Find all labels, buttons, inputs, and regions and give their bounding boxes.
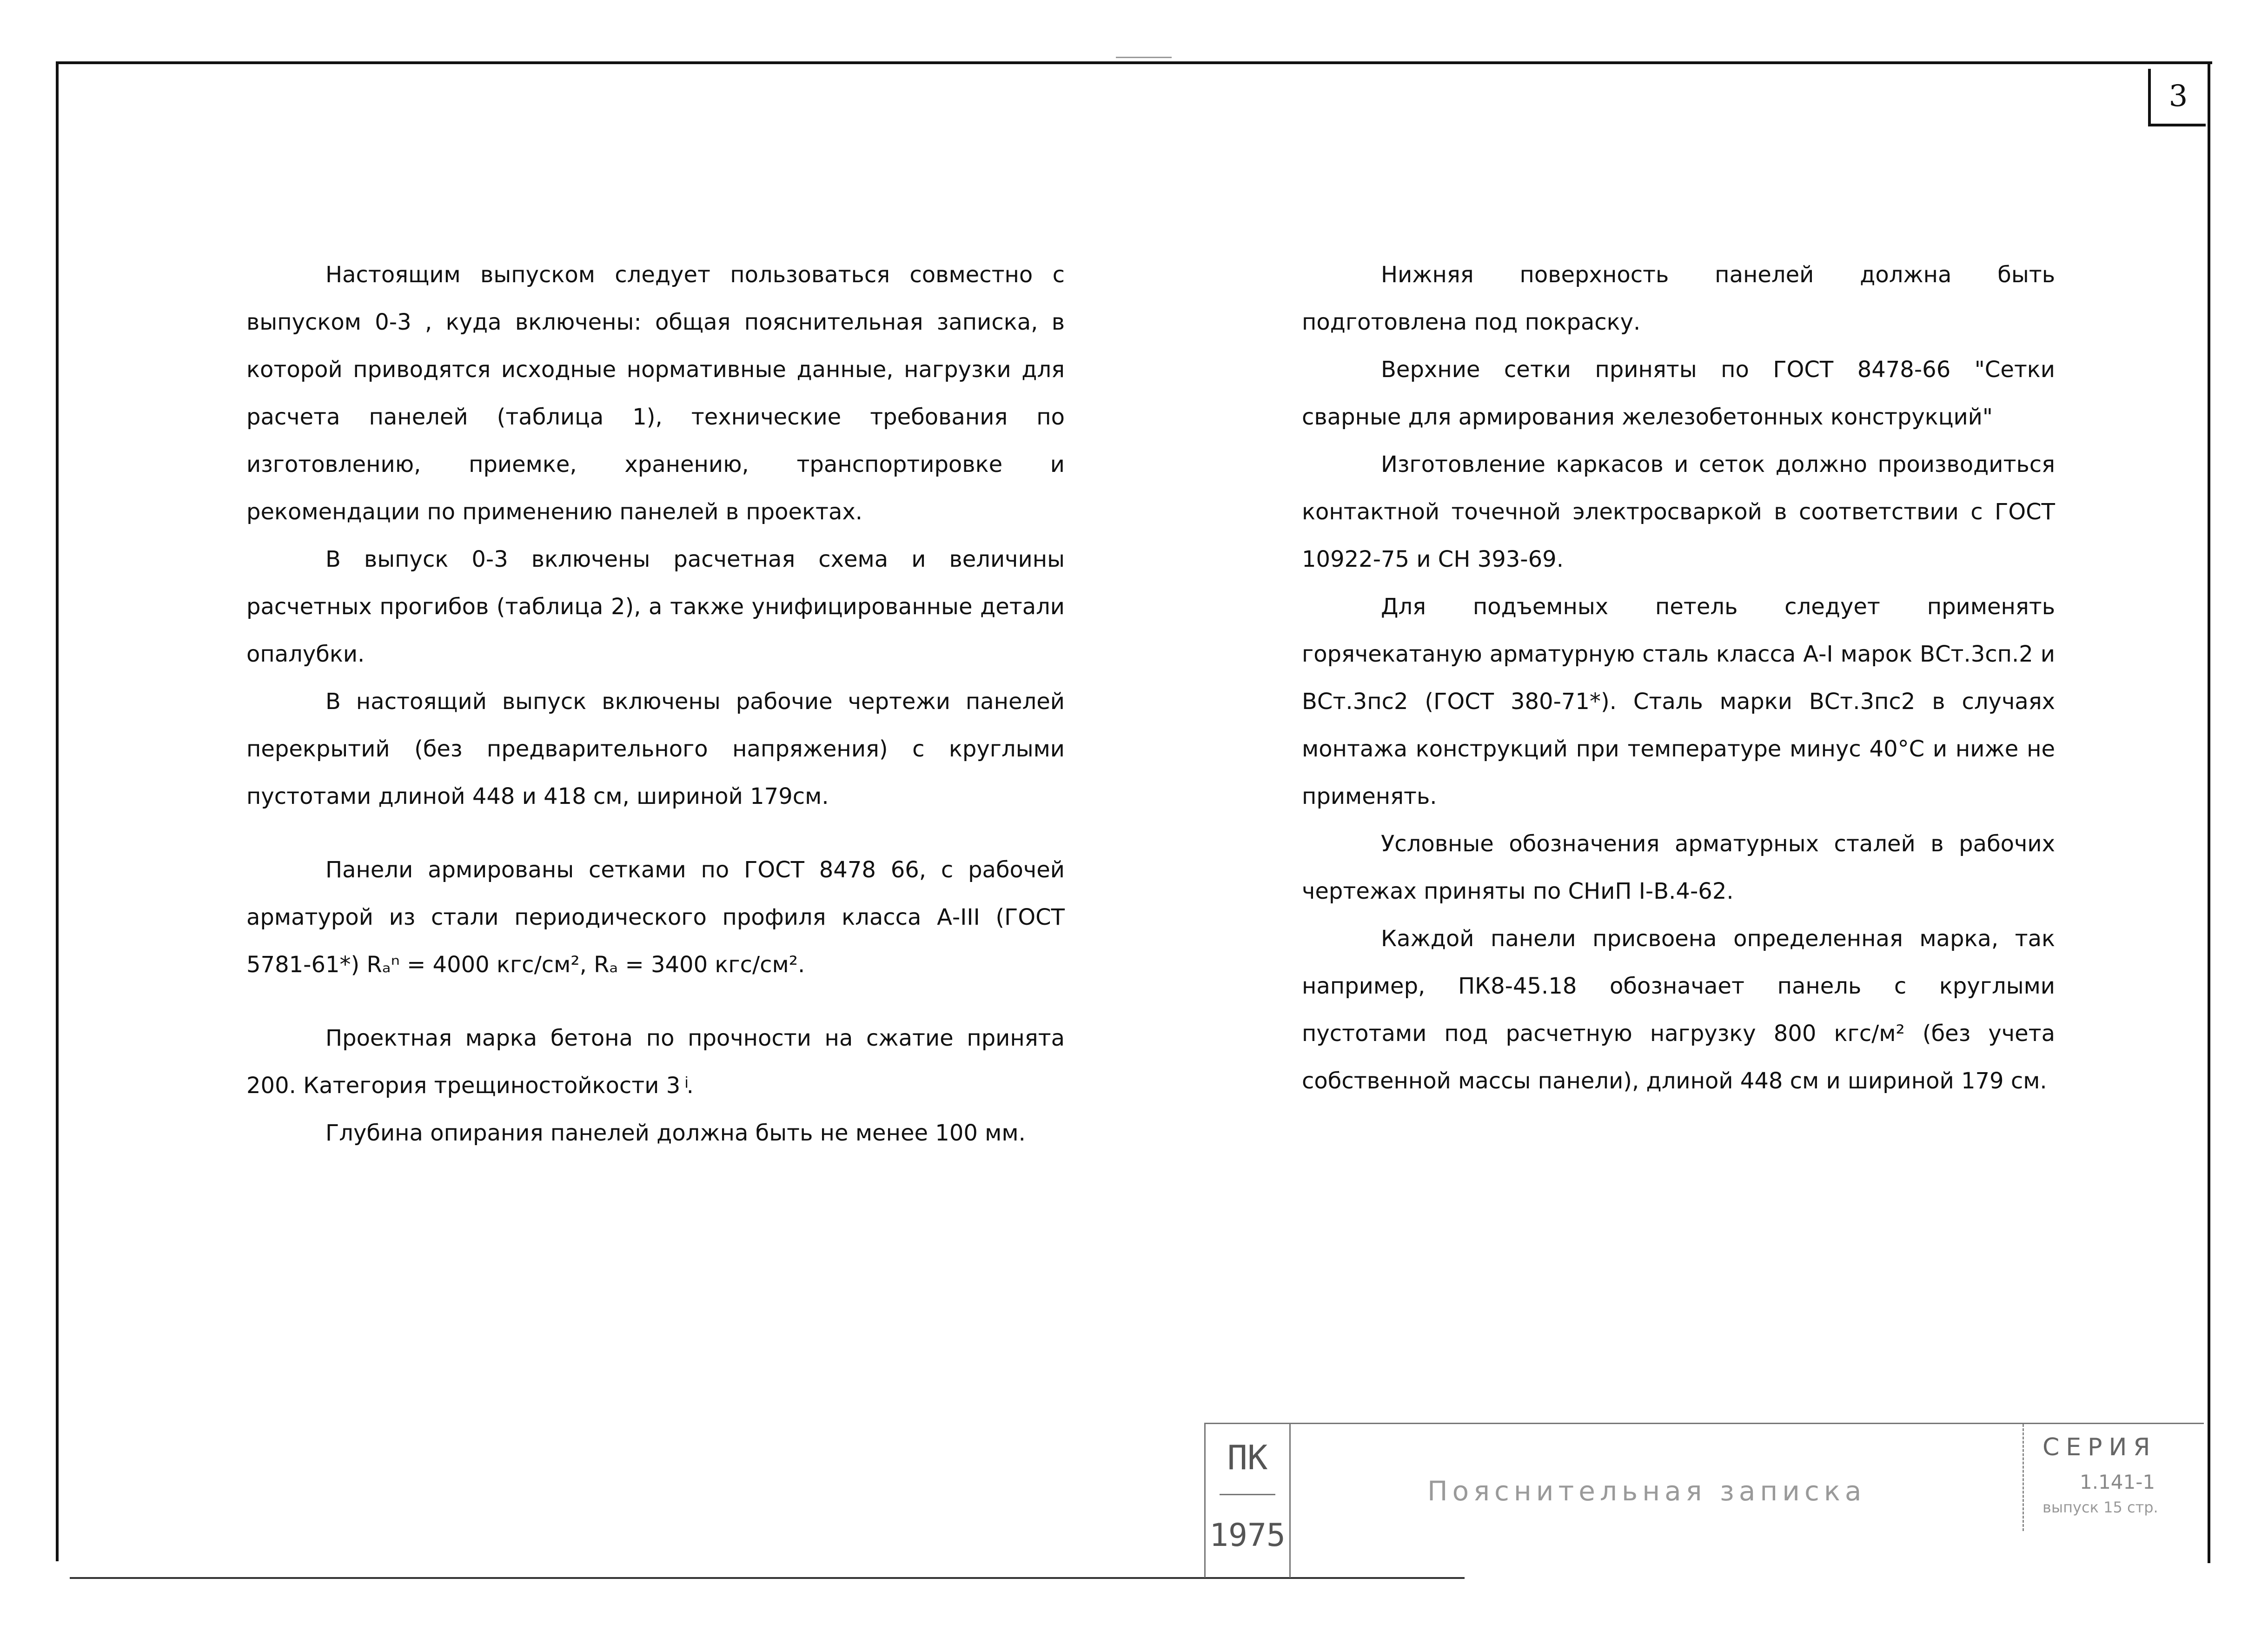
paragraph: Настоящим выпуском следует пользоваться совместно с выпуском 0-3 , куда включены: общая пояснительная записка, в которой приводятся исходные нормативные данные, нагрузки для расчета панелей (таблица 1), технические требования по изготовлению, приемке, хранению, транспортировке и рекомендации по применению панелей в проектах. — [246, 262, 1065, 525]
paragraph: Изготовление каркасов и сеток должно производиться контактной точечной электросваркой в соответствии с ГОСТ 10922-75 и СН 393-69. — [1302, 451, 2055, 572]
title-block-series-cell — [2023, 1424, 2205, 1531]
paragraph: Для подъемных петель следует применять горячекатаную арматурную сталь класса А-I марок ВСт.3сп.2 и ВСт.3пс2 (ГОСТ 380-71*). Сталь марки ВСт.3пс2 в случаях монтажа конструкций при температуре минус 40°С и ниже не применять. — [1302, 594, 2055, 809]
paragraph: Панели армированы сетками по ГОСТ 8478 66, с рабочей арматурой из стали периодического профиля класса А-III (ГОСТ 5781-61*) Rₐⁿ = 4000 кгс/см², Rₐ = 3400 кгс/см². — [246, 857, 1065, 978]
paragraph: Каждой панели присвоена определенная марка, так например, ПК8-45.18 обозначает панель с круглыми пустотами под расчетную нагрузку 800 кгс/м² (без учета собственной массы панели), длиной 448 см и шириной 179 см. — [1302, 926, 2055, 1094]
frame-right-border — [2208, 61, 2210, 1563]
paragraph: В выпуск 0-3 включены расчетная схема и величины расчетных прогибов (таблица 2), а также унифицированные детали опалубки. — [246, 546, 1065, 667]
series-label: СЕРИЯ — [2043, 1433, 2157, 1461]
title-block — [1204, 1423, 2204, 1578]
series-note: выпуск 15 стр. — [2043, 1498, 2158, 1516]
title-block-code-cell — [1204, 1424, 1291, 1578]
paragraph: Глубина опирания панелей должна быть не менее 100 мм. — [325, 1120, 1026, 1146]
series-number: 1.141-1 — [2080, 1471, 2155, 1493]
top-center-mark — [1116, 57, 1172, 58]
stamp-document-title: Пояснительная записка — [1427, 1475, 1866, 1507]
stamp-code: ПК — [1227, 1438, 1268, 1477]
paragraph: Нижняя поверхность панелей должна быть подготовлена под покраску. — [1302, 262, 2055, 335]
paragraph: Проектная марка бетона по прочности на сжатие принята 200. Категория трещиностойкости 3 ͥ. — [246, 1025, 1065, 1099]
stamp-year: 1975 — [1209, 1517, 1286, 1554]
left-text-column — [246, 251, 1065, 1157]
paragraph: Верхние сетки приняты по ГОСТ 8478-66 "Сетки сварные для армирования железобетонных конструкций" — [1302, 357, 2055, 430]
paragraph: В настоящий выпуск включены рабочие чертежи панелей перекрытий (без предварительного напряжения) с круглыми пустотами длиной 448 и 418 см, шириной 179см. — [246, 689, 1065, 809]
paragraph: Условные обозначения арматурных сталей в рабочих чертежах приняты по СНиП I-В.4-62. — [1302, 831, 2055, 904]
right-text-column — [1302, 251, 2055, 1105]
stamp-divider — [1220, 1494, 1275, 1495]
page-number: 3 — [2148, 69, 2206, 126]
